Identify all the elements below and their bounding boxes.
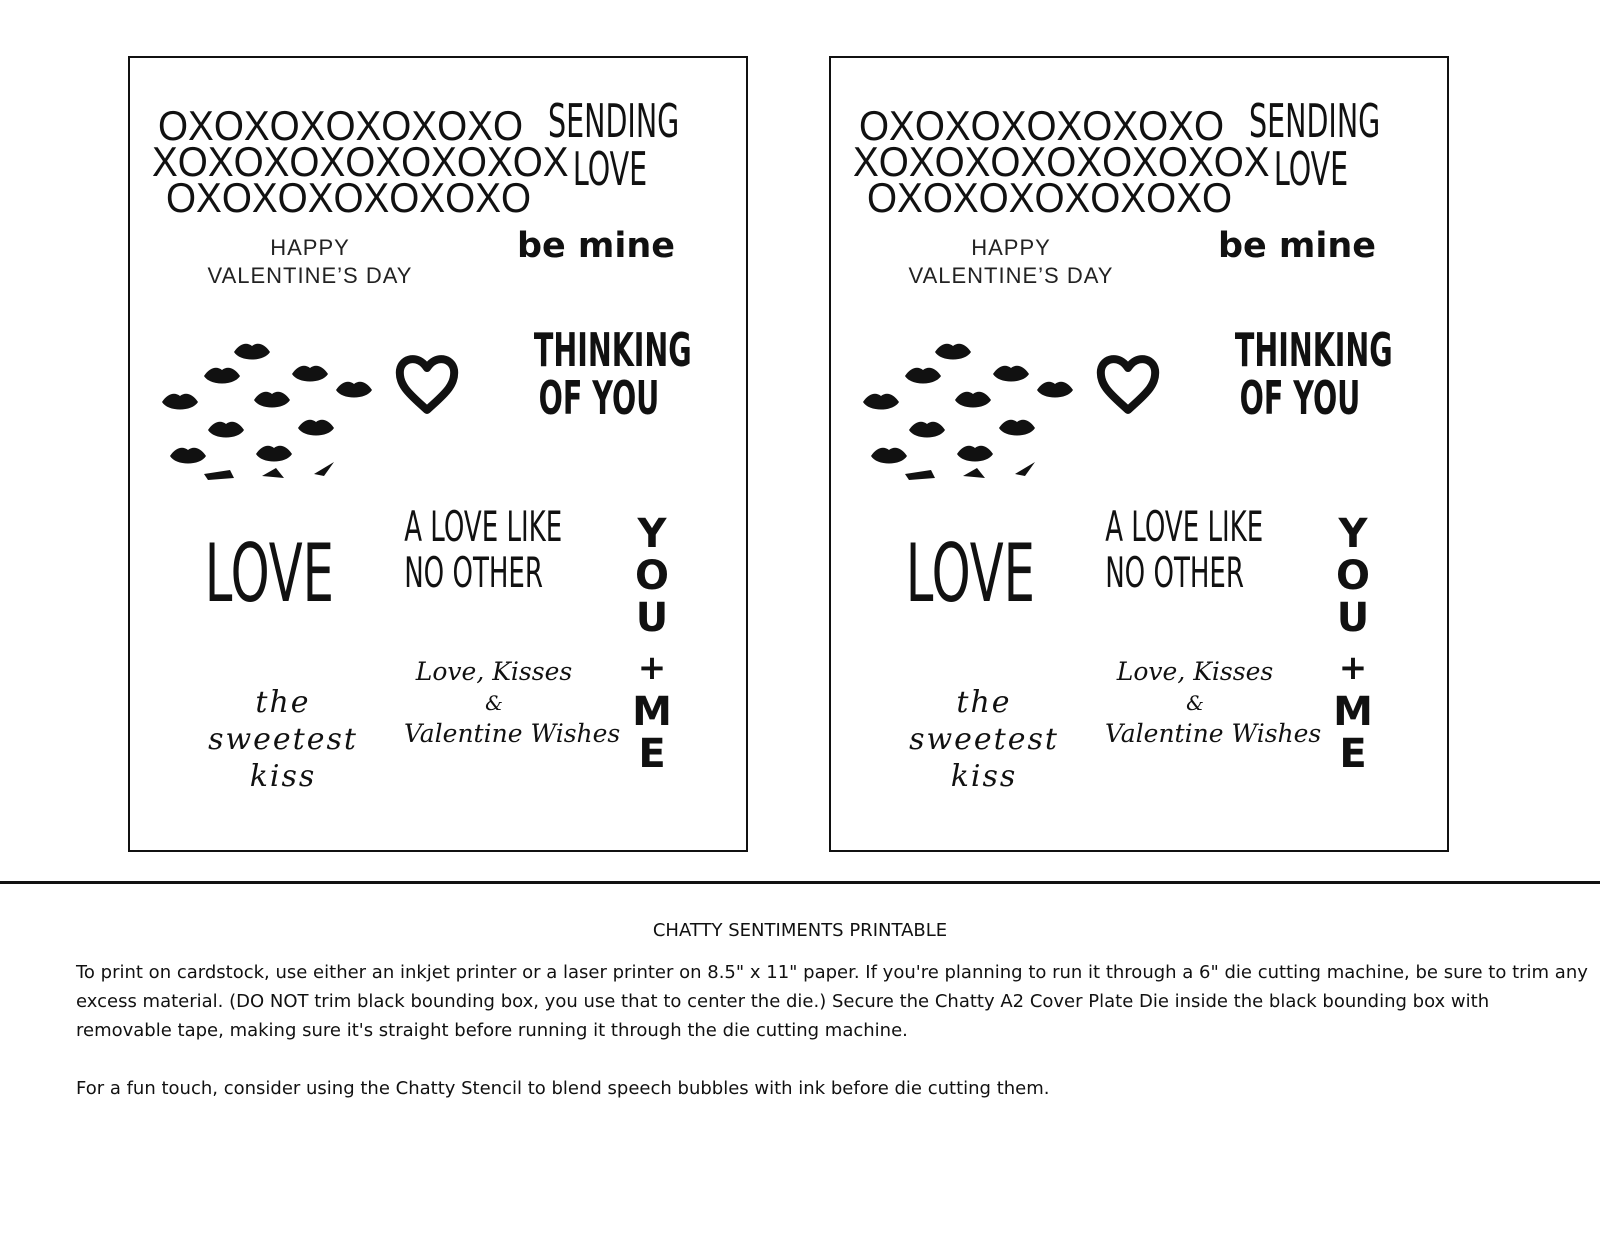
- xo-line: XOXOXOXOXOXOXOX: [853, 138, 1270, 185]
- sentiment-a-love-like: [1105, 502, 1264, 597]
- sentiment-a-love-like: [404, 502, 563, 597]
- xo-line: XOXOXOXOXOXOXOX: [152, 138, 569, 185]
- sentiment-sending-love: [1249, 94, 1381, 196]
- sentiment-line: &: [1186, 691, 1204, 715]
- sentiment-line: SENDING: [548, 94, 680, 148]
- sentiment-line: Valentine Wishes: [1105, 719, 1322, 748]
- xo-pattern: [853, 86, 1270, 221]
- sentiment-be-mine: be mine: [1217, 226, 1377, 266]
- letter: Y: [1338, 511, 1368, 557]
- sentiment-line: kiss: [249, 759, 317, 794]
- sentiment-line: sweetest: [909, 722, 1059, 757]
- sentiment-line: OF YOU: [1239, 371, 1361, 425]
- sentiment-line: kiss: [950, 759, 1018, 794]
- sentiment-line: the: [956, 685, 1012, 720]
- printable-sheet-right: [829, 56, 1449, 852]
- heart-icon: [392, 350, 462, 420]
- lips-pattern-icon: [164, 344, 370, 480]
- sentiment-line: LOVE: [1273, 142, 1349, 196]
- sentiment-line: NO OTHER: [1105, 548, 1244, 597]
- section-divider: [0, 881, 1600, 884]
- sentiment-sending-love: [548, 94, 680, 196]
- sentiment-line: A LOVE LIKE: [404, 502, 563, 551]
- letter: U: [1336, 595, 1370, 641]
- sentiment-line: A LOVE LIKE: [1105, 502, 1264, 551]
- sentiment-be-mine: be mine: [516, 226, 676, 266]
- sentiment-love: LOVE: [905, 527, 1036, 620]
- sentiment-love-kisses: [404, 654, 621, 752]
- sentiment-thinking-of-you: [1234, 323, 1393, 425]
- xo-line: OXOXOXOXOXOXO: [166, 174, 532, 221]
- sentiment-line: the: [255, 685, 311, 720]
- letter: O: [634, 553, 669, 599]
- sentiment-line: sweetest: [208, 722, 358, 757]
- sentiment-line: &: [485, 691, 503, 715]
- sentiment-sweetest-kiss: [198, 684, 368, 795]
- sentiment-thinking-of-you: [533, 323, 692, 425]
- letter: M: [1333, 689, 1373, 735]
- sentiment-line: NO OTHER: [404, 548, 543, 597]
- sentiment-line: HAPPY: [270, 235, 350, 260]
- sentiment-sweetest-kiss: [899, 684, 1069, 795]
- xo-line: OXOXOXOXOXOXO: [859, 102, 1225, 149]
- letter: +: [1338, 648, 1368, 688]
- sentiment-love-kisses: [1105, 654, 1322, 752]
- instructions-body: [76, 958, 1588, 1103]
- xo-pattern: [152, 86, 569, 221]
- sentiment-line: HAPPY: [971, 235, 1051, 260]
- heart-icon: [1093, 350, 1163, 420]
- sentiment-line: VALENTINE’S DAY: [207, 263, 413, 288]
- letter: U: [635, 595, 669, 641]
- letter: Y: [637, 511, 667, 557]
- sentiment-line: Love, Kisses: [1116, 657, 1274, 686]
- letter: E: [638, 731, 666, 777]
- sentiment-love: LOVE: [204, 527, 335, 620]
- sentiment-line: VALENTINE’S DAY: [908, 263, 1114, 288]
- lips-pattern-icon: [865, 344, 1071, 480]
- sentiment-line: OF YOU: [538, 371, 660, 425]
- letter: +: [637, 648, 667, 688]
- xo-line: OXOXOXOXOXOXO: [867, 174, 1233, 221]
- letter: O: [1335, 553, 1370, 599]
- sentiment-line: Love, Kisses: [415, 657, 573, 686]
- sentiment-line: SENDING: [1249, 94, 1381, 148]
- sentiment-happy-valentines: [891, 234, 1131, 290]
- instructions-paragraph: For a fun touch, consider using the Chatty Stencil to blend speech bubbles with ink before die cutting them.: [76, 1078, 1050, 1099]
- xo-line: OXOXOXOXOXOXO: [158, 102, 524, 149]
- instructions-paragraph: To print on cardstock, use either an inkjet printer or a laser printer on 8.5" x 11" paper. If you're planning to run it through a 6" die cutting machine, be sure to trim any excess material. (DO NOT trim black bounding box, you use that to center the die.) Secure the Chatty A2 Cover Plate Die inside the black bounding box with removable tape, making sure it's straight before running it through the die cutting machine.: [76, 962, 1588, 1041]
- sentiment-happy-valentines: [190, 234, 430, 290]
- printable-sheet-left: [128, 56, 748, 852]
- sentiment-line: THINKING: [1234, 323, 1393, 377]
- sentiment-line: LOVE: [572, 142, 648, 196]
- sentiment-line: Valentine Wishes: [404, 719, 621, 748]
- letter: E: [1339, 731, 1367, 777]
- sentiment-you-plus-me: [622, 511, 682, 777]
- sentiment-you-plus-me: [1323, 511, 1383, 777]
- sentiment-line: THINKING: [533, 323, 692, 377]
- letter: M: [632, 689, 672, 735]
- instructions-title: CHATTY SENTIMENTS PRINTABLE: [652, 920, 948, 941]
